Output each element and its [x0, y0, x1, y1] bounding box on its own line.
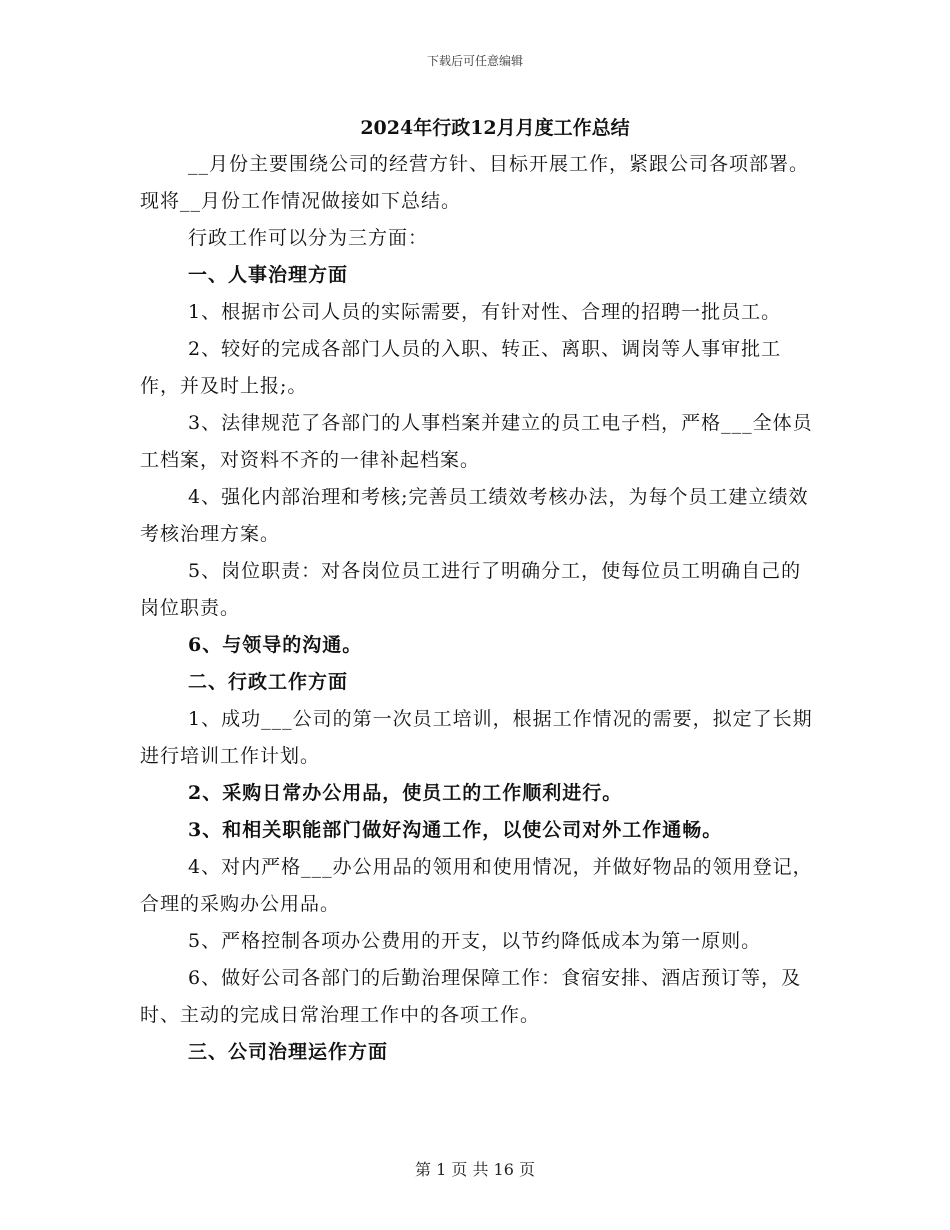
body-paragraph: 行政工作可以分为三方面：: [188, 227, 429, 249]
paragraph-list: [140, 146, 820, 1071]
body-paragraph: 5、岗位职责：对各岗位员工进行了明确分工，使每位员工明确自己的岗位职责。: [140, 560, 802, 619]
body-paragraph: 1、根据市公司人员的实际需要，有针对性、合理的招聘一批员工。: [188, 301, 782, 323]
body-paragraph: __月份主要围绕公司的经营方针、目标开展工作，紧跟公司各项部署。现将__月份工作情况做接如下总结。: [140, 153, 810, 212]
section-heading: 三、公司治理运作方面: [188, 1041, 389, 1063]
section-heading: 一、人事治理方面: [188, 264, 349, 286]
document-body: [140, 110, 820, 1071]
body-paragraph: 4、强化内部治理和考核;完善员工绩效考核办法，为每个员工建立绩效考核治理方案。: [140, 486, 809, 545]
document-title: 2024年行政12月月度工作总结: [360, 117, 630, 139]
section-heading: 3、和相关职能部门做好沟通工作，以使公司对外工作通畅。: [188, 819, 723, 841]
body-paragraph: 6、做好公司各部门的后勤治理保障工作：食宿安排、酒店预订等，及时、主动的完成日常治理工作中的各项工作。: [140, 967, 802, 1026]
page-number-footer: 第 1 页 共 16 页: [415, 1160, 535, 1179]
section-heading: 6、与领导的沟通。: [188, 634, 363, 656]
body-paragraph: 3、法律规范了各部门的人事档案并建立的员工电子档，严格___全体员工档案，对资料不齐的一律补起档案。: [140, 412, 813, 471]
body-paragraph: 2、较好的完成各部门人员的入职、转正、离职、调岗等人事审批工作，并及时上报;。: [140, 338, 782, 397]
body-paragraph: 4、对内严格___办公用品的领用和使用情况，并做好物品的领用登记，合理的采购办公用品。: [140, 856, 813, 915]
section-heading: 二、行政工作方面: [188, 671, 349, 693]
body-paragraph: 1、成功___公司的第一次员工培训，根据工作情况的需要，拟定了长期进行培训工作计划。: [140, 708, 813, 767]
page-header-note: 下载后可任意编辑: [426, 54, 523, 68]
body-paragraph: 5、严格控制各项办公费用的开支，以节约降低成本为第一原则。: [188, 930, 762, 952]
section-heading: 2、采购日常办公用品，使员工的工作顺利进行。: [188, 782, 623, 804]
